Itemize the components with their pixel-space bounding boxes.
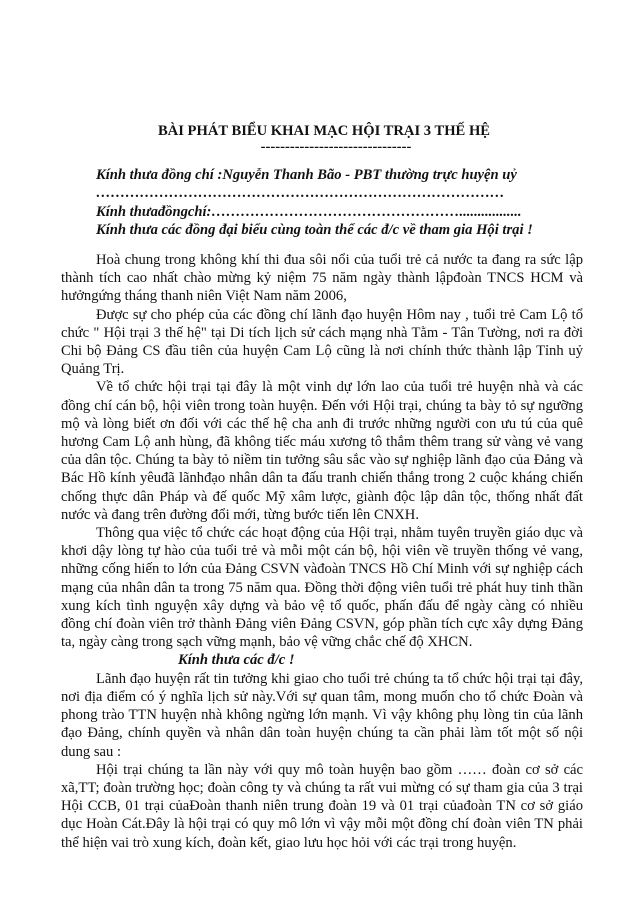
salutation-line: Kính thưa đồng chí :Nguyễn Thanh Bão - PBT thường trực huyện uỷ — [96, 167, 517, 184]
body-paragraph: Hoà chung trong không khí thi đua sôi nổi của tuổi trẻ cả nước ta đang ra sức lập thành tích cao nhất chào mừng kỷ niệm 75 năm ngày thành lậpđoàn TNCS HCM và hưởngứng tháng thanh niên Việt Nam năm 2006, — [61, 252, 583, 305]
body-paragraph: Lãnh đạo huyện rất tin tưởng khi giao cho tuổi trẻ chúng ta tổ chức hội trại tại đây, nơi địa điểm có ý nghĩa lịch sử này.Với sự quan tâm, mong muốn cho tổ chức Đoàn và phong trào TTN huyện nhà không ngừng lớn mạnh. Vì vậy không phụ lòng tin của lãnh đạo Đảng, chính quyền và nhân dân toàn huyện chúng ta cần phải làm tốt một số nội dung sau : — [61, 670, 583, 760]
body-paragraph: Về tổ chức hội trại tại đây là một vinh dự lớn lao của tuổi trẻ huyện nhà và các đồng chí cán bộ, hội viên trong toàn huyện. Đến với Hội trại, chúng ta bày tỏ sự ngưỡng mộ và lòng biết ơn đối với các thế hệ cha anh đi trước những người con ưu tú của quê hương Cam Lộ anh hùng, đã không tiếc máu xương tô thắm thêm trang sử vàng vẻ vang của dân tộc. Chúng ta bày tỏ niềm tin tưởng sâu sắc vào sự nghiệp lãnh đạo của Đảng và Bác Hồ kính yêuđã lãnhđạo nhân dân ta đấu tranh chiến thắng trong 2 cuộc kháng chiến chống thực dân Pháp và đế quốc Mỹ xâm lược, giành độc lập dân tộc, thống nhất đất nước và đang trên đường đổi mới, từng bước tiến lên CNXH. — [61, 379, 583, 523]
title-rule: ------------------------------- — [260, 139, 412, 156]
salutation-block — [61, 166, 583, 239]
document-title: BÀI PHÁT BIỂU KHAI MẠC HỘI TRẠI 3 THẾ HỆ — [157, 123, 491, 139]
salutation-line: Kính thưa các đồng đại biểu cùng toàn thể các đ/c về tham gia Hội trại ! — [96, 221, 533, 238]
salutation-line: ………………………………………………………………………… — [96, 185, 505, 202]
body-paragraph: Thông qua việc tổ chức các hoạt động của Hội trại, nhằm tuyên truyền giáo dục và khơi dậy lòng tự hào của tuổi trẻ và mỗi một cán bộ, hội viên về truyền thống vẻ vang, những cống hiến to lớn của Đảng CSVN vàđoàn TNCS Hồ Chí Minh với sự nghiệp cách mạng của nhân dân ta trong 75 năm qua. Đồng thời động viên tuổi trẻ phát huy tinh thần xung kích tình nguyện xây dựng và bảo vệ tổ quốc, phấn đấu để ngày càng có nhiều đồng chí đoàn viên trở thành Đảng viên Đảng CSVN, góp phần tích cực xây dựng Đảng ta, ngày càng trong sạch vững mạnh, bảo vệ vững chắc chế độ XHCN. — [61, 525, 583, 651]
salutation-line: Kính thưađồngchí:……………………………………………................. — [96, 203, 522, 220]
speech-body — [61, 251, 583, 852]
body-paragraph: Hội trại chúng ta lần này với quy mô toàn huyện bao gồm …… đoàn cơ sở các xã,TT; đoàn trường học; đoàn công ty và chúng ta rất vui mừng có sự tham gia của 3 trại Hội CCB, 01 trại củaĐoàn thanh niên trung đoàn 19 và 01 trại củađoàn TN cơ sở giáo dục Hoàn Cát.Đây là hội trại có quy mô lớn vì vậy mỗi một đồng chí đoàn viên TN phải thể hiện vai trò xung kích, đoàn kết, giao lưu học hỏi với các trại trong huyện. — [61, 761, 583, 851]
body-paragraph: Được sự cho phép của các đồng chí lãnh đạo huyện Hôm nay , tuổi trẻ Cam Lộ tổ chức " Hội trại 3 thế hệ" tại Di tích lịch sử cách mạng nhà Tằm - Tân Tường, nơi ra đời Chi bộ Đảng CS đầu tiên của huyện Cam Lộ cũng là nơi chính thức thành lập Tỉnh uỷ Quảng Trị. — [61, 306, 583, 378]
sub-heading: Kính thưa các đ/c ! — [178, 652, 295, 669]
